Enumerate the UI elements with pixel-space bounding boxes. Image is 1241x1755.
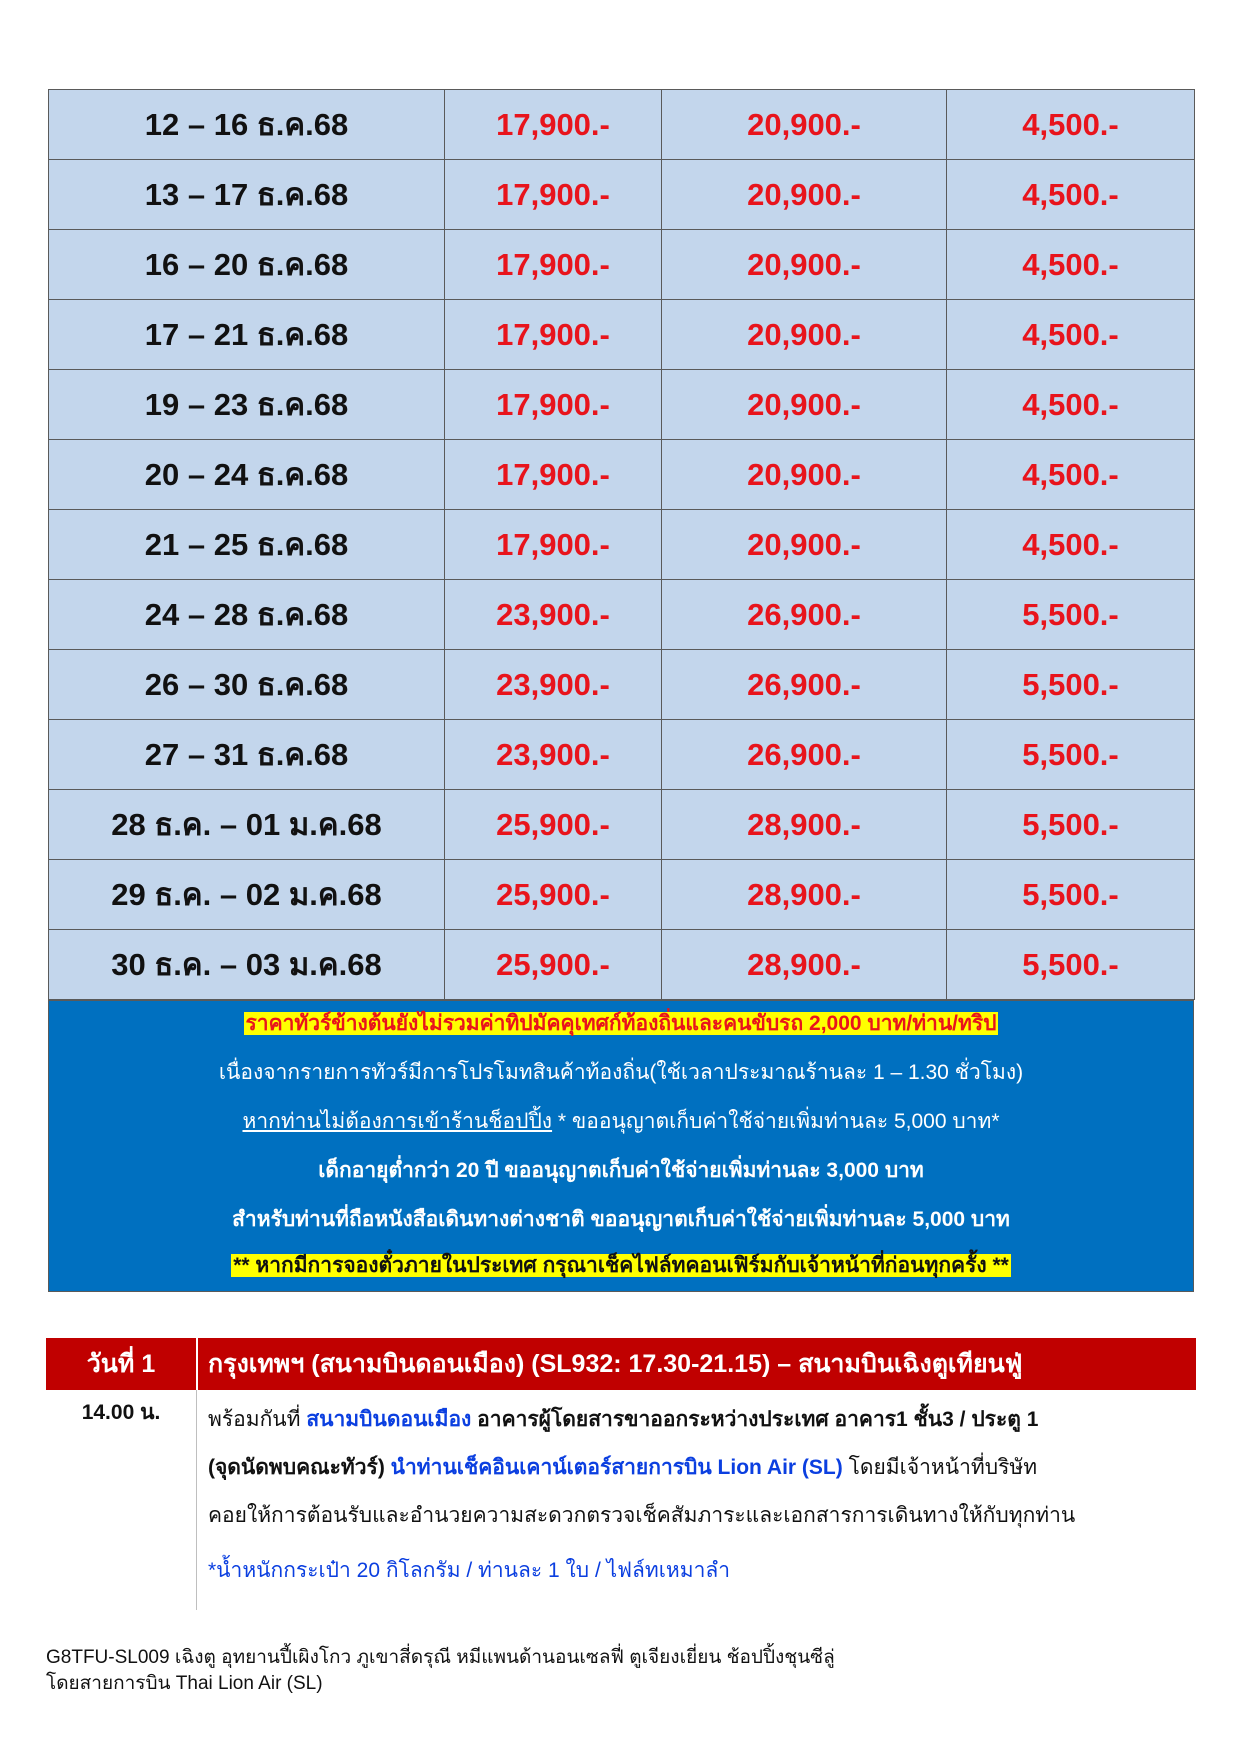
single-price-cell: 26,900.- — [662, 650, 947, 720]
itinerary-line-3: คอยให้การต้อนรับและอำนวยความสะดวกตรวจเช็คสัมภาระและเอกสารการเดินทางให้กับทุกท่าน — [208, 1504, 1076, 1527]
single-price-cell: 28,900.- — [662, 930, 947, 1000]
adult-price-cell: 23,900.- — [445, 650, 662, 720]
day1-header — [46, 1338, 1196, 1390]
tip-note — [49, 1010, 1193, 1038]
staff-text: โดยมีเจ้าหน้าที่บริษัท — [842, 1456, 1038, 1479]
day1-header-divider — [196, 1338, 198, 1390]
price-row — [49, 860, 1195, 930]
airport-name: สนามบินดอนเมือง — [306, 1408, 472, 1431]
footer-tour-code: G8TFU-SL009 เฉิงตู อุทยานปี้เผิงโกว ภูเขาสี่ดรุณี หมีแพนด้านอนเซลฟี่ ตูเจียงเยี่ยน ช้อปปิ้งชุนซีลู่ — [46, 1647, 835, 1668]
single-price-cell: 20,900.- — [662, 510, 947, 580]
price-table — [48, 89, 1195, 1000]
supplement-cell: 4,500.- — [947, 370, 1195, 440]
adult-price-cell: 17,900.- — [445, 300, 662, 370]
travel-date-cell: 30 ธ.ค. – 03 ม.ค.68 — [49, 930, 445, 1000]
single-price-cell: 20,900.- — [662, 90, 947, 160]
adult-price-cell: 17,900.- — [445, 90, 662, 160]
adult-price-cell: 23,900.- — [445, 580, 662, 650]
supplement-cell: 4,500.- — [947, 160, 1195, 230]
adult-price-cell: 25,900.- — [445, 930, 662, 1000]
supplement-cell: 5,500.- — [947, 790, 1195, 860]
footer-airline: โดยสายการบิน Thai Lion Air (SL) — [46, 1673, 323, 1694]
supplement-cell: 4,500.- — [947, 440, 1195, 510]
adult-price-cell: 23,900.- — [445, 720, 662, 790]
travel-date-cell: 21 – 25 ธ.ค.68 — [49, 510, 445, 580]
shopping-note — [49, 1108, 1193, 1136]
tip-note-text: ราคาทัวร์ข้างต้นยังไม่รวมค่าทิปมัคคุเทศก์ท้องถิ่นและคนขับรถ 2,000 บาท/ท่าน/ทริป — [245, 1012, 997, 1035]
adult-price-cell: 25,900.- — [445, 860, 662, 930]
single-price-cell: 20,900.- — [662, 160, 947, 230]
terminal-text: อาคารผู้โดยสารขาออกระหว่างประเทศ อาคาร1 ชั้น3 / ประตู 1 — [471, 1408, 1039, 1431]
single-price-cell: 28,900.- — [662, 790, 947, 860]
price-row — [49, 370, 1195, 440]
meet-text: พร้อมกันที่ — [208, 1408, 307, 1431]
supplement-cell: 4,500.- — [947, 90, 1195, 160]
price-row — [49, 650, 1195, 720]
travel-date-cell: 13 – 17 ธ.ค.68 — [49, 160, 445, 230]
itinerary-divider — [196, 1390, 197, 1610]
supplement-cell: 4,500.- — [947, 300, 1195, 370]
single-price-cell: 20,900.- — [662, 300, 947, 370]
price-row — [49, 930, 1195, 1000]
meeting-point-text: (จุดนัดพบคณะทัวร์) — [208, 1456, 391, 1479]
price-row — [49, 720, 1195, 790]
adult-price-cell: 17,900.- — [445, 230, 662, 300]
supplement-cell: 4,500.- — [947, 230, 1195, 300]
single-price-cell: 20,900.- — [662, 370, 947, 440]
checkin-text: นำท่านเช็คอินเคาน์เตอร์สายการบิน Lion Air (SL) — [390, 1456, 843, 1479]
document-footer — [46, 1645, 835, 1697]
itinerary-line-1 — [208, 1405, 1038, 1435]
day1-label: วันที่ 1 — [86, 1350, 156, 1378]
travel-date-cell: 24 – 28 ธ.ค.68 — [49, 580, 445, 650]
travel-date-cell: 20 – 24 ธ.ค.68 — [49, 440, 445, 510]
supplement-cell: 5,500.- — [947, 720, 1195, 790]
itinerary-line-2 — [208, 1453, 1037, 1483]
baggage-note: *น้ำหนักกระเป๋า 20 กิโลกรัม / ท่านละ 1 ใบ / ไฟล์ทเหมาลำ — [208, 1559, 731, 1582]
day1-title: กรุงเทพฯ (สนามบินดอนเมือง) (SL932: 17.30-21.15) – สนามบินเฉิงตูเทียนฟู่ — [208, 1350, 1023, 1378]
adult-price-cell: 17,900.- — [445, 440, 662, 510]
travel-date-cell: 19 – 23 ธ.ค.68 — [49, 370, 445, 440]
single-price-cell: 20,900.- — [662, 440, 947, 510]
shopping-note-rest: * ขออนุญาตเก็บค่าใช้จ่ายเพิ่มท่านละ 5,000 บาท* — [552, 1110, 1000, 1133]
price-row — [49, 90, 1195, 160]
travel-date-cell: 12 – 16 ธ.ค.68 — [49, 90, 445, 160]
single-price-cell: 26,900.- — [662, 720, 947, 790]
supplement-cell: 5,500.- — [947, 930, 1195, 1000]
travel-date-cell: 27 – 31 ธ.ค.68 — [49, 720, 445, 790]
domestic-flight-note — [49, 1252, 1193, 1280]
travel-date-cell: 28 ธ.ค. – 01 ม.ค.68 — [49, 790, 445, 860]
foreign-passport-note: สำหรับท่านที่ถือหนังสือเดินทางต่างชาติ ขออนุญาตเก็บค่าใช้จ่ายเพิ่มท่านละ 5,000 บาท — [232, 1208, 1010, 1231]
single-price-cell: 20,900.- — [662, 230, 947, 300]
day1-time: 14.00 น. — [81, 1401, 161, 1424]
conditions-box — [48, 1000, 1194, 1292]
price-row — [49, 440, 1195, 510]
child-note: เด็กอายุต่ำกว่า 20 ปี ขออนุญาตเก็บค่าใช้จ่ายเพิ่มท่านละ 3,000 บาท — [318, 1159, 924, 1182]
single-price-cell: 26,900.- — [662, 580, 947, 650]
price-row — [49, 580, 1195, 650]
travel-date-cell: 29 ธ.ค. – 02 ม.ค.68 — [49, 860, 445, 930]
shopping-note-underlined: หากท่านไม่ต้องการเข้าร้านช็อปปิ้ง — [242, 1110, 553, 1133]
travel-date-cell: 16 – 20 ธ.ค.68 — [49, 230, 445, 300]
adult-price-cell: 25,900.- — [445, 790, 662, 860]
price-row — [49, 160, 1195, 230]
adult-price-cell: 17,900.- — [445, 510, 662, 580]
price-row — [49, 790, 1195, 860]
supplement-cell: 5,500.- — [947, 580, 1195, 650]
supplement-cell: 5,500.- — [947, 860, 1195, 930]
domestic-flight-note-text: ** หากมีการจองตั๋วภายในประเทศ กรุณาเช็คไฟล์ทคอนเฟิร์มกับเจ้าหน้าที่ก่อนทุกครั้ง ** — [233, 1254, 1009, 1277]
adult-price-cell: 17,900.- — [445, 370, 662, 440]
adult-price-cell: 17,900.- — [445, 160, 662, 230]
promo-note: เนื่องจากรายการทัวร์มีการโปรโมทสินค้าท้องถิ่น(ใช้เวลาประมาณร้านละ 1 – 1.30 ชั่วโมง) — [218, 1061, 1024, 1084]
travel-date-cell: 17 – 21 ธ.ค.68 — [49, 300, 445, 370]
supplement-cell: 5,500.- — [947, 650, 1195, 720]
price-row — [49, 230, 1195, 300]
price-row — [49, 300, 1195, 370]
travel-date-cell: 26 – 30 ธ.ค.68 — [49, 650, 445, 720]
supplement-cell: 4,500.- — [947, 510, 1195, 580]
price-table-body — [49, 90, 1195, 1000]
price-row — [49, 510, 1195, 580]
single-price-cell: 28,900.- — [662, 860, 947, 930]
